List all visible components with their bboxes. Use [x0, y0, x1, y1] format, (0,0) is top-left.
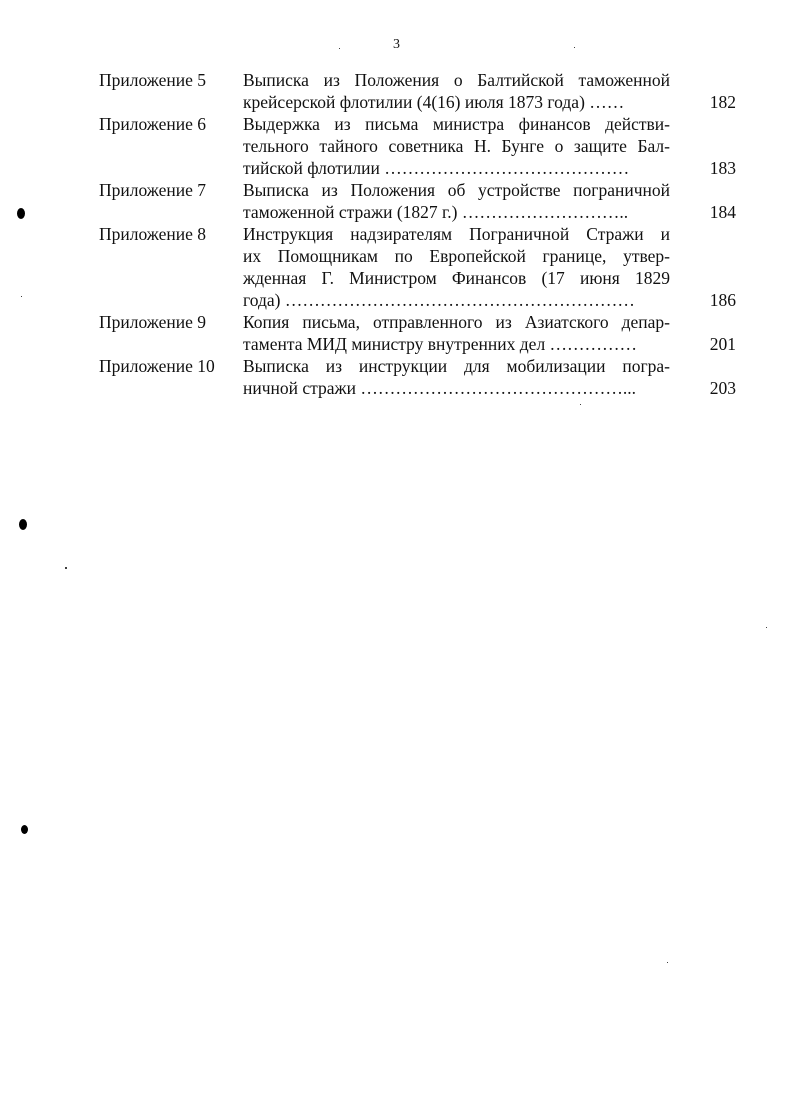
appendix-label: Приложение 7 — [99, 180, 207, 200]
description-line: крейсерской флотилии (4(16) июля 1873 года) …… — [243, 92, 625, 112]
description-line: жденная Г. Министром Финансов (17 июня 1829 — [243, 268, 670, 288]
description-line: Выдержка из письма министра финансов действи- — [243, 114, 670, 134]
description-line: Выписка из Положения о Балтийской таможенной — [243, 70, 670, 90]
description-line: ничной стражи ………………………………………... — [243, 378, 636, 398]
appendix-label: Приложение 5 — [99, 70, 207, 90]
appendix-label: Приложение 10 — [99, 356, 215, 376]
appendix-label: Приложение 6 — [99, 114, 207, 134]
page-number: 3 — [393, 37, 400, 52]
scan-speck — [667, 962, 668, 963]
page-reference: 183 — [709, 158, 736, 178]
scan-speck — [21, 296, 22, 297]
description-line: Выписка из инструкции для мобилизации погра- — [243, 356, 670, 376]
entry-description — [243, 311, 670, 355]
entry-description — [243, 113, 670, 179]
description-line: Выписка из Положения об устройстве пограничной — [243, 180, 670, 200]
description-line: тельного тайного советника Н. Бунге о защите Бал- — [243, 136, 670, 156]
scan-speck — [21, 825, 28, 834]
scan-speck — [574, 47, 575, 48]
scan-speck — [17, 208, 25, 219]
description-line: их Помощникам по Европейской границе, утвер- — [243, 246, 670, 266]
page-reference: 201 — [709, 334, 736, 354]
entry-description — [243, 179, 670, 223]
description-line: таможенной стражи (1827 г.) ……………………….. — [243, 202, 629, 222]
scan-speck — [65, 567, 67, 569]
description-line: года) …………………………………………………… — [243, 290, 635, 310]
scan-speck — [339, 48, 340, 49]
description-line: Копия письма, отправленного из Азиатского депар- — [243, 312, 670, 332]
page-reference: 186 — [709, 290, 736, 310]
appendix-label: Приложение 8 — [99, 224, 207, 244]
entry-description — [243, 223, 670, 311]
scan-speck — [580, 404, 581, 405]
entry-description — [243, 355, 670, 399]
entry-description — [243, 69, 670, 113]
page-reference: 184 — [709, 202, 736, 222]
page-reference: 203 — [709, 378, 736, 398]
scan-speck — [766, 627, 767, 628]
scan-speck — [19, 519, 27, 530]
description-line: тамента МИД министру внутренних дел …………… — [243, 334, 638, 354]
description-line: тийской флотилии …………………………………… — [243, 158, 630, 178]
appendix-label: Приложение 9 — [99, 312, 207, 332]
page-reference: 182 — [709, 92, 736, 112]
description-line: Инструкция надзирателям Пограничной Стражи и — [243, 224, 670, 244]
